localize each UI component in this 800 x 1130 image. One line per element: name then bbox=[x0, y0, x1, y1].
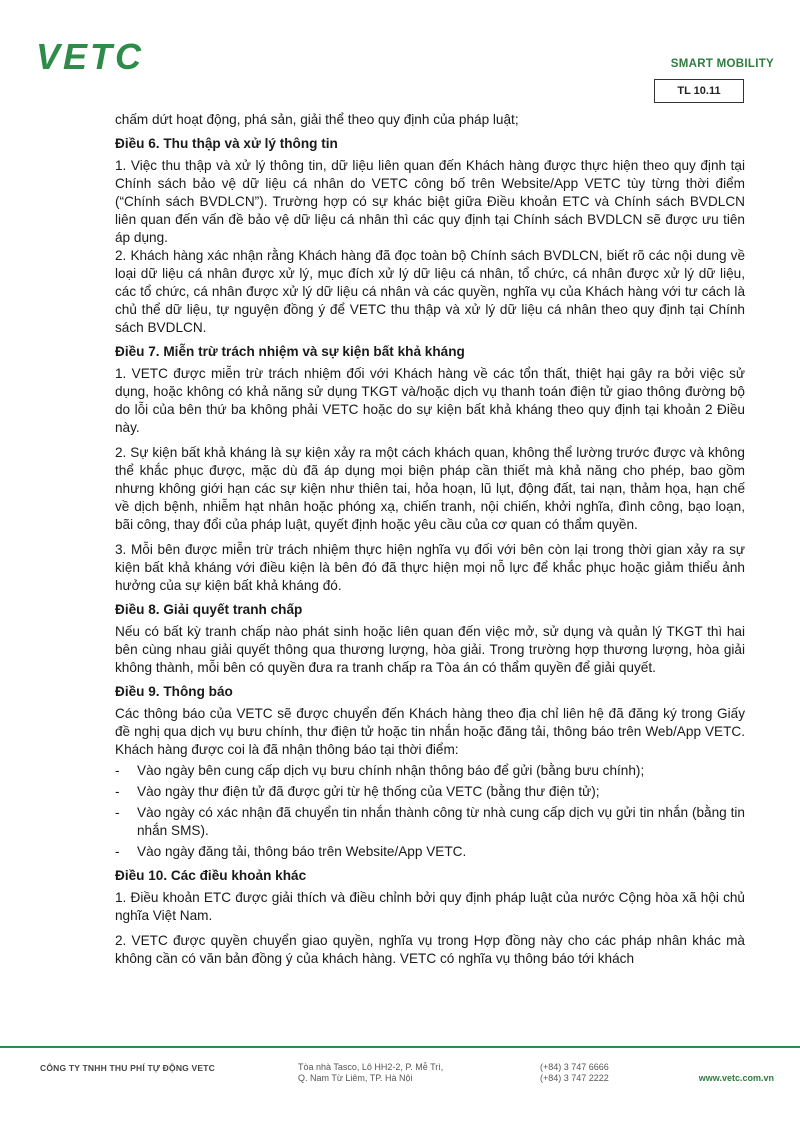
section-heading-7: Điều 7. Miễn trừ trách nhiệm và sự kiện bất khả kháng bbox=[115, 344, 465, 359]
paragraph: 1. VETC được miễn trừ trách nhiệm đối với Khách hàng về các tổn thất, thiệt hại gây ra bởi việc sử dụng, hoặc không có khả năng sử dụng TKGT và/hoặc dịch vụ thanh toán điện tử giao thông đường bộ do lỗi của bên thứ ba không phải VETC hoặc do sự kiện bất khả kháng theo quy định tại khoản 2 Điều này. bbox=[115, 366, 745, 435]
phone-line-2: (+84) 3 747 2222 bbox=[540, 1073, 609, 1083]
bullet-mark: - bbox=[115, 805, 120, 820]
footer-company: CÔNG TY TNHH THU PHÍ TỰ ĐỘNG VETC bbox=[40, 1063, 215, 1073]
footer-phone bbox=[540, 1062, 609, 1084]
paragraph: 2. Khách hàng xác nhận rằng Khách hàng đã đọc toàn bộ Chính sách BVDLCN, biết rõ các nội dung về loại dữ liệu cá nhân được xử lý, mục đích xử lý dữ liệu cá nhân, tổ chức, cá nhân được xử lý dữ liệu, các tổ chức, cá nhân được xử lý dữ liệu cá nhân và các quyền, nghĩa vụ của Khách hàng với tư cách là chủ thể dữ liệu, tự nguyện đồng ý để VETC thu thập và xử lý dữ liệu cá nhân theo quy định tại Chính sách BVDLCN. bbox=[115, 248, 745, 335]
bullet-mark: - bbox=[115, 784, 120, 799]
paragraph: 1. Điều khoản ETC được giải thích và điều chỉnh bởi quy định pháp luật của nước Cộng hòa xã hội chủ nghĩa Việt Nam. bbox=[115, 890, 745, 923]
svg-text:VETC: VETC bbox=[36, 38, 145, 74]
document-body bbox=[115, 111, 745, 968]
section-heading-6: Điều 6. Thu thập và xử lý thông tin bbox=[115, 136, 338, 151]
list-item bbox=[115, 762, 745, 780]
footer-divider bbox=[0, 1046, 800, 1048]
footer-address bbox=[298, 1062, 443, 1084]
address-line-2: Q. Nam Từ Liêm, TP. Hà Nội bbox=[298, 1073, 413, 1083]
section-heading-10: Điều 10. Các điều khoản khác bbox=[115, 868, 307, 883]
paragraph: 1. Việc thu thập và xử lý thông tin, dữ liệu liên quan đến Khách hàng được thực hiện theo quy định tại Chính sách bảo vệ dữ liệu cá nhân do VETC công bố trên Website/App VETC tùy từng thời điểm (“Chính sách BVDLCN”). Trường hợp có sự khác biệt giữa Điều khoản ETC và Chính sách BVDLCN liên quan đến vấn đề bảo vệ dữ liệu cá nhân thì các quy định tại Chính sách BVDLCN sẽ được ưu tiên áp dụng. bbox=[115, 158, 745, 245]
list-item-text: Vào ngày bên cung cấp dịch vụ bưu chính nhận thông báo để gửi (bằng bưu chính); bbox=[137, 763, 645, 778]
list-item bbox=[115, 804, 745, 840]
vetc-logo bbox=[36, 38, 170, 74]
list-item-text: Vào ngày đăng tải, thông báo trên Website/App VETC. bbox=[137, 844, 467, 859]
list-item-text: Vào ngày có xác nhận đã chuyển tin nhắn thành công từ nhà cung cấp dịch vụ gửi tin nhắn (bằng tin nhắn SMS). bbox=[137, 805, 745, 838]
paragraph: Các thông báo của VETC sẽ được chuyển đến Khách hàng theo địa chỉ liên hệ đã đăng ký trong Giấy đề nghị qua dịch vụ bưu chính, thư điện tử hoặc tin nhắn hoặc đăng tải, thông báo trên Web/App VETC. Khách hàng được coi là đã nhận thông báo tại thời điểm: bbox=[115, 706, 745, 757]
paragraph: 3. Mỗi bên được miễn trừ trách nhiệm thực hiện nghĩa vụ đối với bên còn lại trong thời gian xảy ra sự kiện bất khả kháng với điều kiện là bên đó đã thực hiện mọi nỗ lực để khắc phục hoặc giảm thiểu ảnh hưởng của sự kiện bất khả kháng đó. bbox=[115, 542, 745, 593]
list-item-text: Vào ngày thư điện tử đã được gửi từ hệ thống của VETC (bằng thư điện tử); bbox=[137, 784, 600, 799]
page-header bbox=[0, 0, 800, 110]
list-item bbox=[115, 843, 745, 861]
slogan: SMART MOBILITY bbox=[670, 58, 774, 70]
address-line-1: Tòa nhà Tasco, Lô HH2-2, P. Mễ Trì, bbox=[298, 1062, 444, 1072]
bullet-mark: - bbox=[115, 844, 120, 859]
list-item bbox=[115, 783, 745, 801]
footer-website: www.vetc.com.vn bbox=[698, 1073, 774, 1083]
paragraph: Nếu có bất kỳ tranh chấp nào phát sinh hoặc liên quan đến việc mở, sử dụng và quản lý TKGT thì hai bên cùng nhau giải quyết thông qua thương lượng, hòa giải. Trong trường hợp thương lượng, hòa giải không thành, mỗi bên có quyền đưa ra tranh chấp ra Tòa án có thẩm quyền để giải quyết. bbox=[115, 624, 745, 675]
bullet-mark: - bbox=[115, 763, 120, 778]
paragraph: 2. Sự kiện bất khả kháng là sự kiện xảy ra một cách khách quan, không thể lường trước được và không thể khắc phục được, mặc dù đã áp dụng mọi biện pháp cần thiết mà khả năng cho phép, bao gồm nhưng không giới hạn các sự kiện như thiên tai, hỏa hoạn, lũ lụt, động đất, tai nạn, thảm họa, hạn chế về dịch bệnh, nhiễm hạt nhân hoặc phóng xạ, chiến tranh, nội chiến, khởi nghĩa, đình công, bạo loạn, bãi công, thay đổi của pháp luật, quyết định hoặc yêu cầu của cơ quan có thẩm quyền. bbox=[115, 445, 745, 532]
paragraph: 2. VETC được quyền chuyển giao quyền, nghĩa vụ trong Hợp đồng này cho các pháp nhân khác mà không cần có văn bản đồng ý của khách hàng. VETC có nghĩa vụ thông báo tới khách bbox=[115, 933, 745, 966]
section-heading-8: Điều 8. Giải quyết tranh chấp bbox=[115, 602, 303, 617]
paragraph: chấm dứt hoạt động, phá sản, giải thể theo quy định của pháp luật; bbox=[115, 112, 519, 127]
section-heading-9: Điều 9. Thông báo bbox=[115, 684, 233, 699]
document-reference: TL 10.11 bbox=[654, 79, 744, 103]
phone-line-1: (+84) 3 747 6666 bbox=[540, 1062, 609, 1072]
